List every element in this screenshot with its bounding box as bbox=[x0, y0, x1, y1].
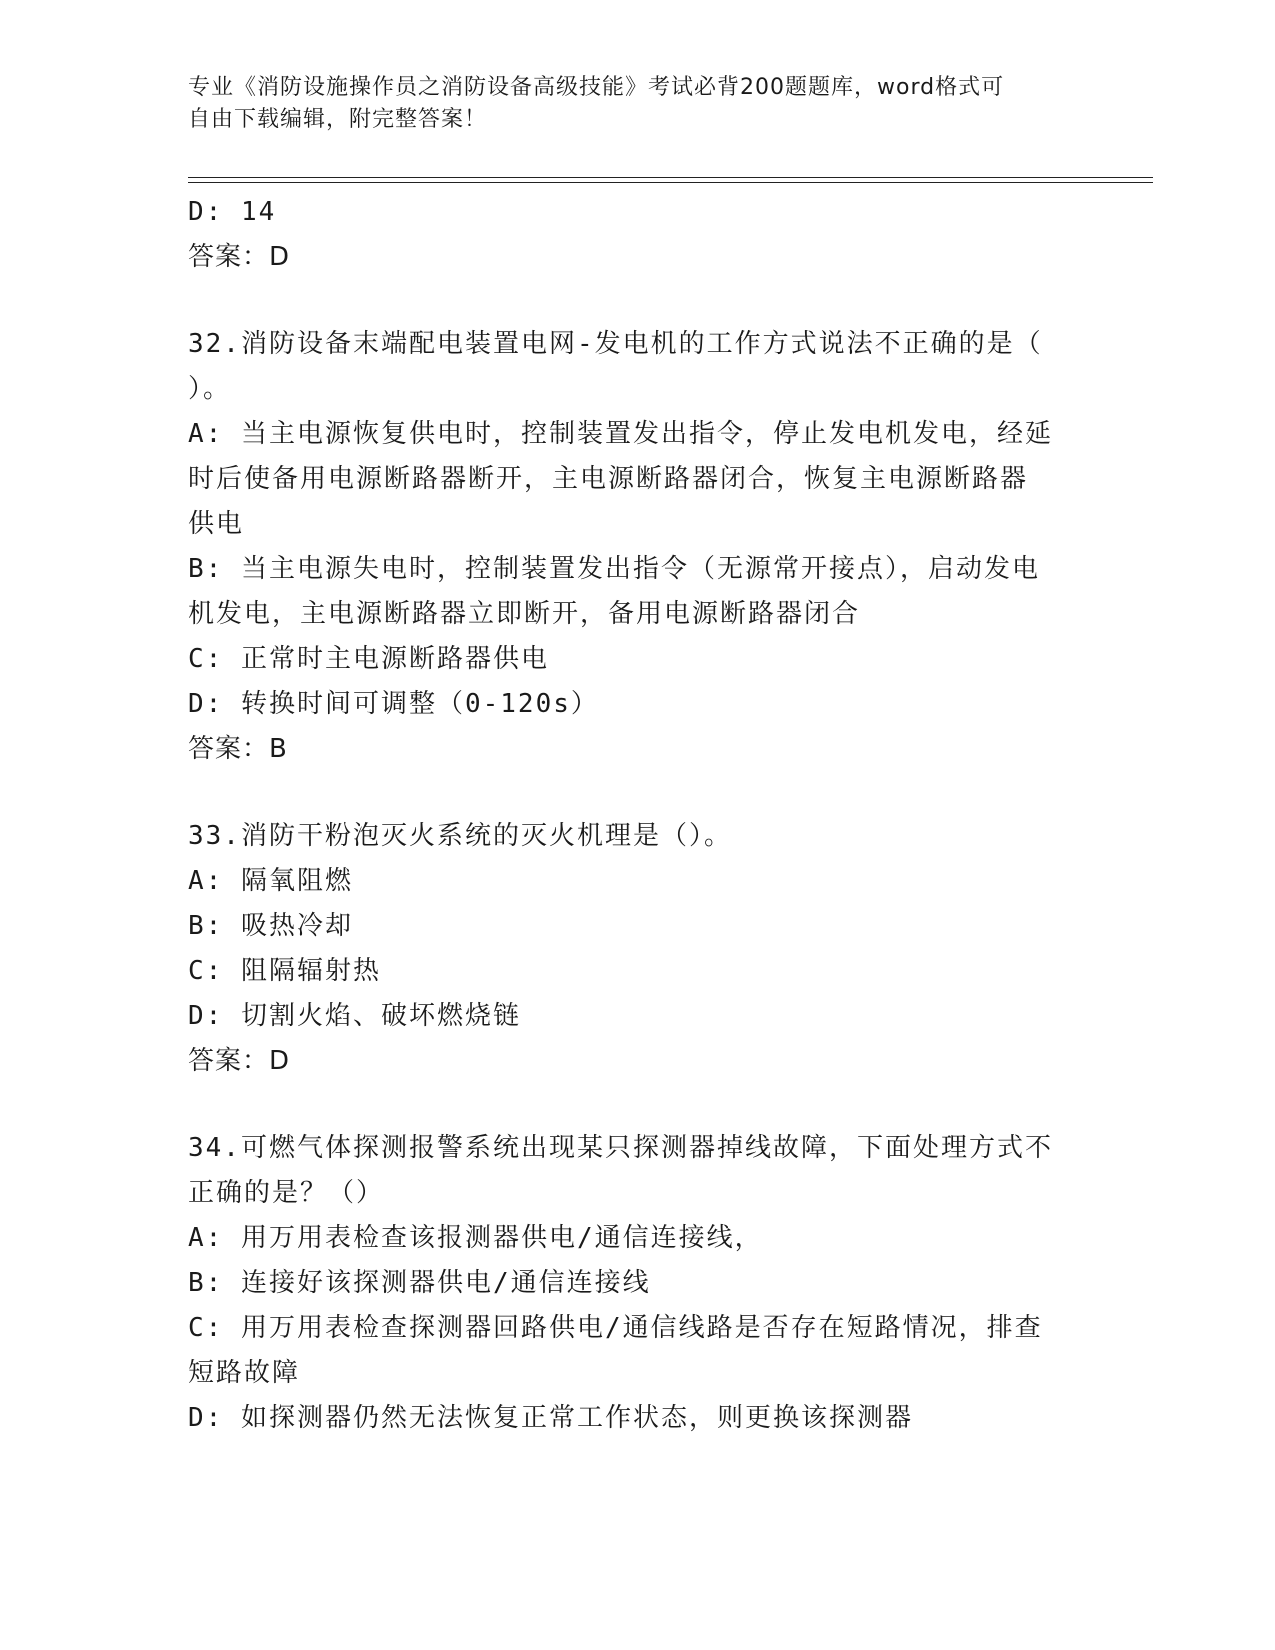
question-32 bbox=[188, 322, 1068, 772]
question-stem: 32.消防设备末端配电装置电网-发电机的工作方式说法不正确的是（ bbox=[188, 329, 1043, 359]
option-b: B: 连接好该探测器供电/通信连接线 bbox=[188, 1268, 651, 1298]
option-c: C: 阻隔辐射热 bbox=[188, 956, 381, 986]
option-c: C: 正常时主电源断路器供电 bbox=[188, 644, 549, 674]
option-d: D: 切割火焰、破坏燃烧链 bbox=[188, 1001, 521, 1031]
header-title-line-2: 自由下载编辑，附完整答案！ bbox=[188, 107, 488, 132]
option-a: A: 用万用表检查该报测器供电/通信连接线， bbox=[188, 1223, 763, 1253]
question-stem-continued: ）。 bbox=[188, 374, 232, 404]
option-d: D: 14 bbox=[188, 197, 277, 227]
header-divider-top bbox=[188, 177, 1153, 178]
option-c-continued: 短路故障 bbox=[188, 1358, 301, 1388]
option-b: B: 当主电源失电时，控制装置发出指令（无源常开接点），启动发电 bbox=[188, 554, 1040, 584]
header-divider-bottom bbox=[188, 182, 1153, 183]
answer-label: 答案：B bbox=[188, 734, 288, 764]
option-c: C: 用万用表检查探测器回路供电/通信线路是否存在短路情况，排查 bbox=[188, 1313, 1043, 1343]
document-header bbox=[188, 72, 1068, 136]
option-d: D: 转换时间可调整（0-120s） bbox=[188, 689, 599, 719]
option-b-continued: 机发电，主电源断路器立即断开，备用电源断路器闭合 bbox=[188, 599, 861, 629]
option-a: A: 当主电源恢复供电时，控制装置发出指令，停止发电机发电，经延 bbox=[188, 419, 1053, 449]
question-33 bbox=[188, 814, 1068, 1084]
previous-question-tail bbox=[188, 190, 1068, 280]
question-stem: 34.可燃气体探测报警系统出现某只探测器掉线故障，下面处理方式不 bbox=[188, 1133, 1053, 1163]
option-a-continued: 时后使备用电源断路器断开，主电源断路器闭合，恢复主电源断路器 bbox=[188, 464, 1029, 494]
answer-label: 答案：D bbox=[188, 1046, 291, 1076]
question-stem-continued: 正确的是？（） bbox=[188, 1178, 385, 1208]
question-34 bbox=[188, 1126, 1068, 1441]
question-content bbox=[188, 190, 1068, 1441]
option-d: D: 如探测器仍然无法恢复正常工作状态，则更换该探测器 bbox=[188, 1403, 913, 1433]
header-title-line-1: 专业《消防设施操作员之消防设备高级技能》考试必背200题题库，word格式可 bbox=[188, 75, 1005, 100]
option-b: B: 吸热冷却 bbox=[188, 911, 353, 941]
answer-label: 答案：D bbox=[188, 242, 291, 272]
option-a: A: 隔氧阻燃 bbox=[188, 866, 353, 896]
question-stem: 33.消防干粉泡灭火系统的灭火机理是（）。 bbox=[188, 821, 732, 851]
option-a-continued: 供电 bbox=[188, 509, 245, 539]
